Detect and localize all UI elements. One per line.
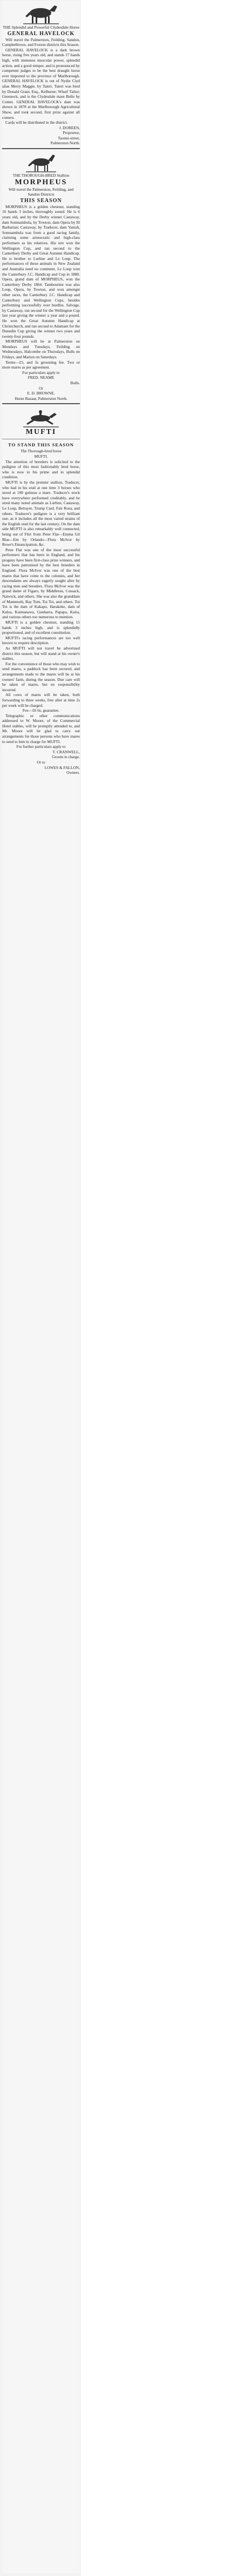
newspaper-column <box>2 1 80 2573</box>
ad3-contact: T. CRANWELL, <box>52 749 80 754</box>
ad3-sub: The Thorough-bred horse <box>21 449 62 454</box>
ad3-paragraph: MUFTI's racing performances are too well known to require description. <box>2 635 80 646</box>
clydesdale-horse-woodcut <box>22 1 60 25</box>
ad1-signer-town: Palmerston North. <box>50 140 80 146</box>
ad2-top-line: THE THOROUGH-BRED Stallion <box>12 173 70 178</box>
ad3-paragraph: As MUFTI will not travel he advertised district this season, but will stand at his owner's stables. <box>2 645 80 661</box>
ad2-paragraph: Will travel the Palmerston, Feilding, and Sandon Districts <box>8 186 74 197</box>
ad2-contact-place: Bulls. <box>70 380 80 386</box>
blank-page-area <box>81 0 245 2576</box>
ad1-paragraph: GENERAL HAVELOCK is a dark brown horse, rising five years old, and stands 17 hands high, with immense muscular power, splendid action, and a good temper, and is pronounced by competent judges to be the best draught horse ever imported to the province of Marlborough. GENERAL HAVELOCK is out of Nydie Clyd alias Merry Maggie, by Taieri. Taieri was bred by Donald Grant, Esq., Kelburne; Wharf Tailor; Greenock, and is the Clydesdale mare Belle by Comet. GENERAL HAVELOCK's dam was shown in 1878 at the Marlborough Agricultural Show, and took second, first prize against all comers. <box>2 47 80 120</box>
thoroughbred-horse-woodcut <box>25 151 57 173</box>
ad3-stand: TO STAND THIS SEASON <box>8 442 74 448</box>
divider <box>2 148 80 149</box>
ad2-horse-name: MORPHEUS <box>15 178 67 186</box>
ad3-or: Or to <box>37 760 45 765</box>
ad3-paragraph: Telegraphic or other communications addressed to W. Moore, of the Commercial Hotel stables, will be promptly attended to, and Mr. Moore will be glad to carry out arrangements for those persons who have mares to send to him in charge for MUFTI. <box>2 713 80 744</box>
ad2-contact: FRED. NEAME <box>28 375 55 380</box>
ad3-paragraph: All cows of mares will be taken, both forwarding to three weeks, free after at time 2s per week will be charged. <box>2 692 80 708</box>
ad3-paragraph: The attention of breeders is solicited to the pedigree of this most fashionably bred horse, who is now in his prime and in splendid condition. <box>2 459 80 480</box>
ad3-paragraph: MUFTI is a golden chestnut, standing 15 hands 3 inches high, and is splendidly proportioned, and of excellent constitution. <box>2 620 80 635</box>
ad1-signer-place: Taonui-street, <box>58 135 80 140</box>
ad2-paragraph: MORPHEUS will be at Palmerston on Mondays and Tuesdays, Feilding on Wednesdays, Halcombe on Thursdays, Bulls on Fridays, and Marton on Saturdays. <box>2 339 80 360</box>
ad1-signer-title: Proprietor, <box>63 130 80 136</box>
ad3-horse-name: MUFTI <box>25 428 57 437</box>
ad2-paragraph: MORPHEUS is a golden chestnut, standing 16 hands 3 inches, thoroughly sound. He is 6 years old, and by the Derby winner Castaway, dam Somnambula, by Towton, dam Opera by Ill Barbarian; Castaway, by Traducer, dam Vanish, Somnambula was from a good racing family, claiming some aristocratic and high-class performers as his relatives. His sire won the Wellington Cup, and ran second to the Canterbury Derby and Great Autumn Handicap. He is brother to Lurline and Le Loup. The performances of these animals in New Zealand and Australia need no comment. Le Loup won the Canterbury J.C. Handicap and Cup in 1880. Opera, grand dam of MORPHEUS, won the Canterbury Derby 1864. Tambourine was also Loup, Opera, by Towton, and won amongst other races, the Canterbury J.C. Handicap and Canterbury and Wellington Cups, besides performing successfully over hurdles. Salvage, by Castaway, ran second for the Wellington Cup last year giving the winner a year and a pound. He won the Great Autumn Handicap at Christchurch, and ran second to Adamant for the Dunedin Cup giving the winner two years and twenty-four pounds. <box>2 204 80 339</box>
ad2-or: Or <box>39 385 43 391</box>
racehorse-with-jockey-woodcut <box>22 406 60 428</box>
ad3-paragraph: Peter Flat was one of the most successful performers that has been in England, and his progeny have been first-class prize winners, and have been patronised by the best breeders in England. Flora McIvor was one of the best mares that have come to the colonies, and her descendants are always eagerly sought after by racing men and breeders. Flora McIvor was the grand dame of Figaro, by Middleton, Cossack, Natwick, and others. She was also the granddam of Mammoth, Bay Tom, Toi Toi, and others. Toi Toi is the dam of Kakapo, Harakeke, dam of Kaloa, Kaimanawa, Gunbarra, Papapa, Kaira, and various others too numerous to mention. <box>2 547 80 620</box>
ad3-contact-role: Owners. <box>66 770 80 775</box>
ad2-contact-place: Horse Bazaar, Palmerston North. <box>15 396 67 401</box>
ad1-signer: J. DOREEN, <box>59 125 80 130</box>
ad3-particulars: For further particulars apply to <box>16 744 66 750</box>
ad3-contact-role: Groom in charge. <box>52 754 80 760</box>
ad3-paragraph: For the convenience of those who may wish to send mares, a paddock has been secured, and arrangements made to the mares will be at his owners' farm, during the season. Due care will be taken of mares, but no responsibility incurred. <box>2 661 80 692</box>
ad3-contact: LOWES & FALLON, <box>44 765 80 770</box>
ad2-contact: E. D. BROWNE. <box>27 391 55 396</box>
ad1-paragraph: Cards will be distributed in the district. <box>5 120 68 125</box>
ad2-particulars: For particulars apply to <box>22 370 60 375</box>
divider <box>2 403 80 404</box>
ad2-season: THIS SEASON <box>20 197 62 204</box>
ad3-paragraph: MUFTI is by the premier stallion, Traducer, who had in his stud at one time 3 horses who stood at 100 guineas a mare. Traducer's stock have everywhere performed creditably, and he sired many noted animals as Lurline, Castaway, Le Loup, Betrayer, Trump Card, Fair Rosa, and others. Traducer's pedigree is a very brilliant one, as it includes all the most varied strains of the English stud for the last century. On the dam side MUFTI is also remarkably well connected, being out of Flirt from Peter Flat—Emma Gil Blas—Em by Orlando—Flora McIvor by Rowe's Emancipation, &c. <box>2 479 80 547</box>
ad1-headline: THE Splendid and Powerful Clydesdale Horse <box>3 25 79 30</box>
ad3-fee: Fee—£6 6s, guarantee. <box>22 708 60 713</box>
ad2-terms: Terms—£5, and 5s grooming fee. Two or more mares as per agreement. <box>2 359 80 370</box>
ad3-sub: MUFTI. <box>34 454 48 459</box>
ad1-horse-name: GENERAL HAVELOCK <box>7 30 75 37</box>
ad1-paragraph: Will travel the Palmerston, Feilding, Sandon, Campbelltown, and Foxton districts this Season. <box>2 37 80 48</box>
